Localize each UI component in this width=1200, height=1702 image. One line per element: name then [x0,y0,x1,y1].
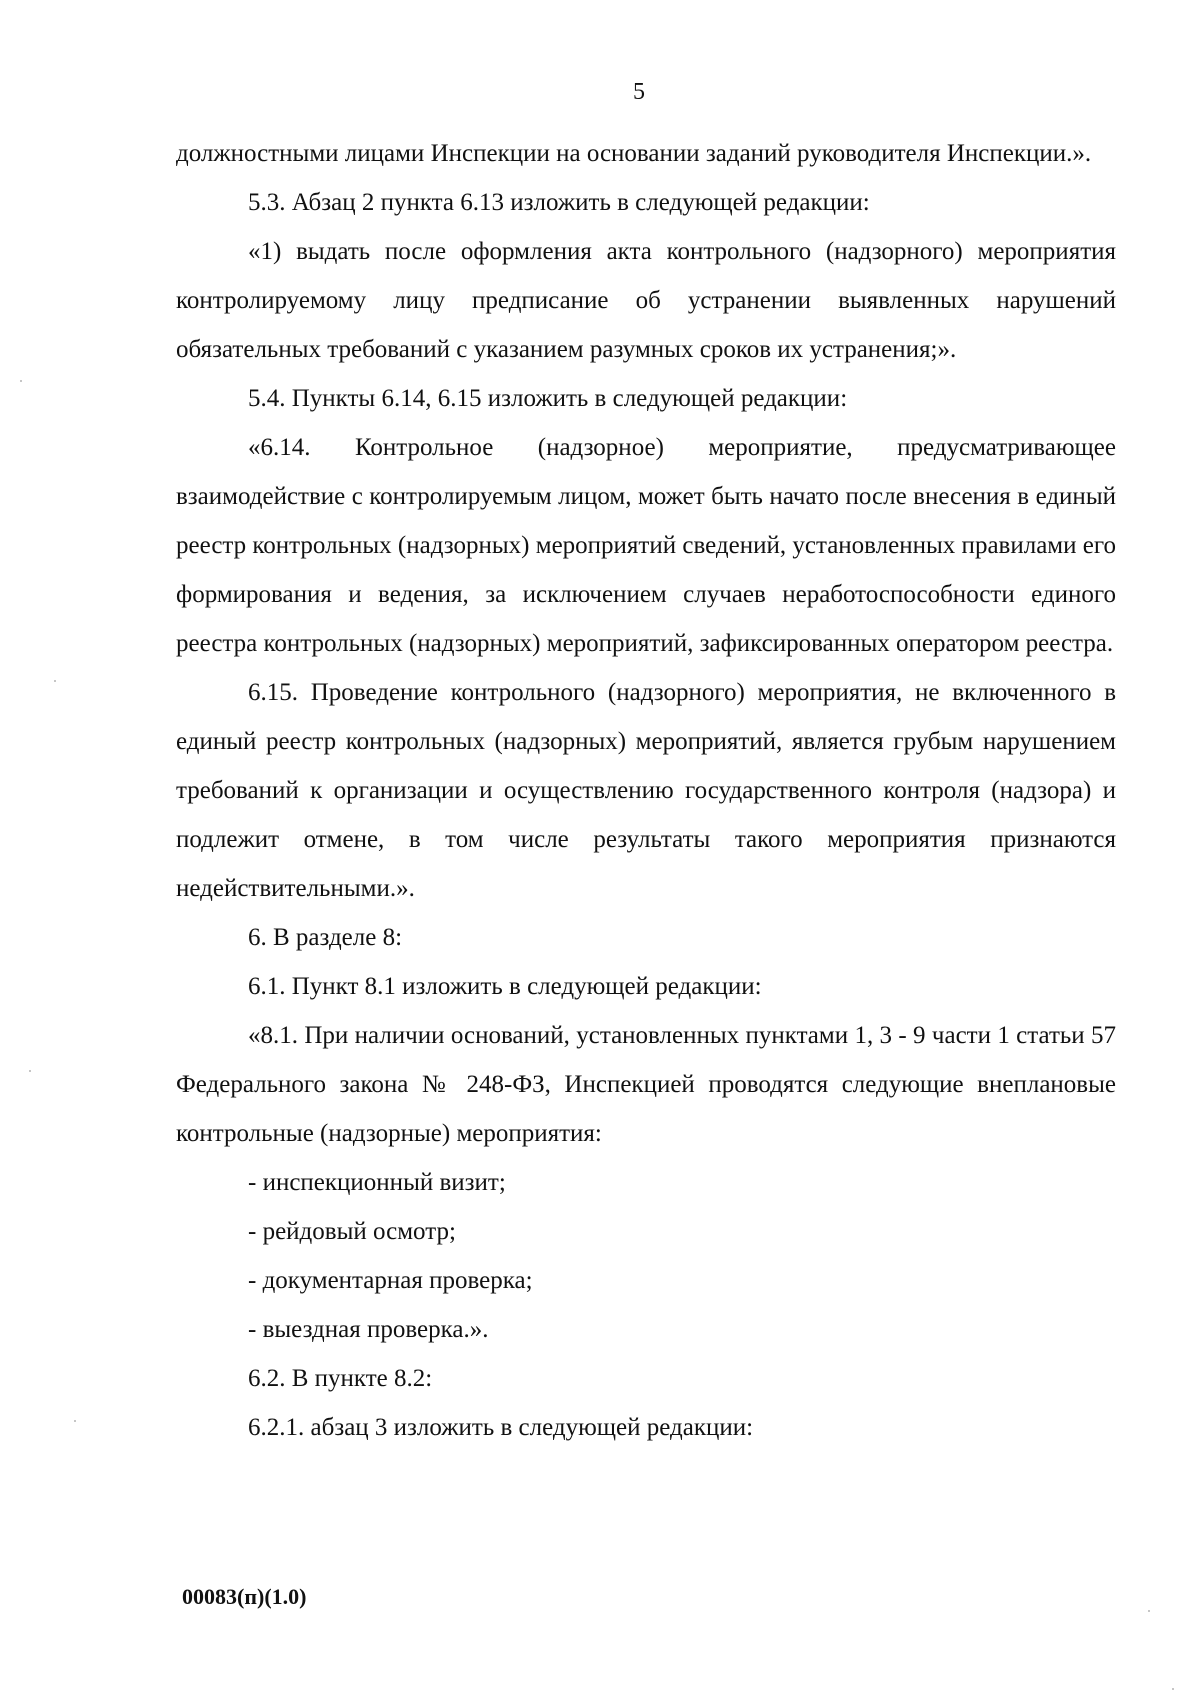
paragraph-6-15: 6.15. Проведение контрольного (надзорного) мероприятия, не включенного в единый реестр контрольных (надзорных) мероприятий, является грубым нарушением требований к организации и осуществлению государственного контроля (надзора) и подлежит отмене, в том числе результаты такого мероприятия признаются недействительными.». [176,679,1116,902]
paragraph-5-3: 5.3. Абзац 2 пункта 6.13 изложить в следующей редакции: [248,189,870,216]
paragraph-quote-1: «1) выдать после оформления акта контрольного (надзорного) мероприятия контролируемому лицу предписание об устранении выявленных нарушений обязательных требований с указанием разумных сроков их устранения;». [176,238,1116,363]
paragraph-6-14: «6.14. Контрольное (надзорное) мероприятие, предусматривающее взаимодействие с контролируемым лицом, может быть начато после внесения в единый реестр контрольных (надзорных) мероприятий сведений, установленных правилами его формирования и ведения, за исключением случаев неработоспособности единого реестра контрольных (надзорных) мероприятий, зафиксированных оператором реестра. [176,434,1116,657]
scan-speck [74,1420,76,1422]
document-code: 00083(п)(1.0) [182,1584,307,1609]
scan-speck [1172,1688,1174,1690]
list-item: - документарная проверка; [248,1267,533,1294]
document-body [176,129,1116,1452]
paragraph-continuation: должностными лицами Инспекции на основании заданий руководителя Инспекции.». [176,140,1092,167]
scan-speck [1148,1610,1150,1612]
paragraph-8-1: «8.1. При наличии оснований, установленных пунктами 1, 3 - 9 части 1 статьи 57 Федерального закона № 248-ФЗ, Инспекцией проводятся следующие внеплановые контрольные (надзорные) мероприятия: [176,1022,1116,1147]
paragraph-6-2-1: 6.2.1. абзац 3 изложить в следующей редакции: [248,1414,754,1441]
list-item: - рейдовый осмотр; [248,1218,456,1245]
scan-speck [54,680,56,682]
list-item: - выездная проверка.». [248,1316,489,1343]
paragraph-6-2: 6.2. В пункте 8.2: [248,1365,433,1392]
paragraph-section-6: 6. В разделе 8: [248,924,403,951]
scan-speck [29,1070,31,1072]
page-number: 5 [633,79,645,105]
paragraph-5-4: 5.4. Пункты 6.14, 6.15 изложить в следующей редакции: [248,385,848,412]
paragraph-6-1: 6.1. Пункт 8.1 изложить в следующей редакции: [248,973,762,1000]
scan-speck [20,380,22,382]
list-item: - инспекционный визит; [248,1169,506,1196]
